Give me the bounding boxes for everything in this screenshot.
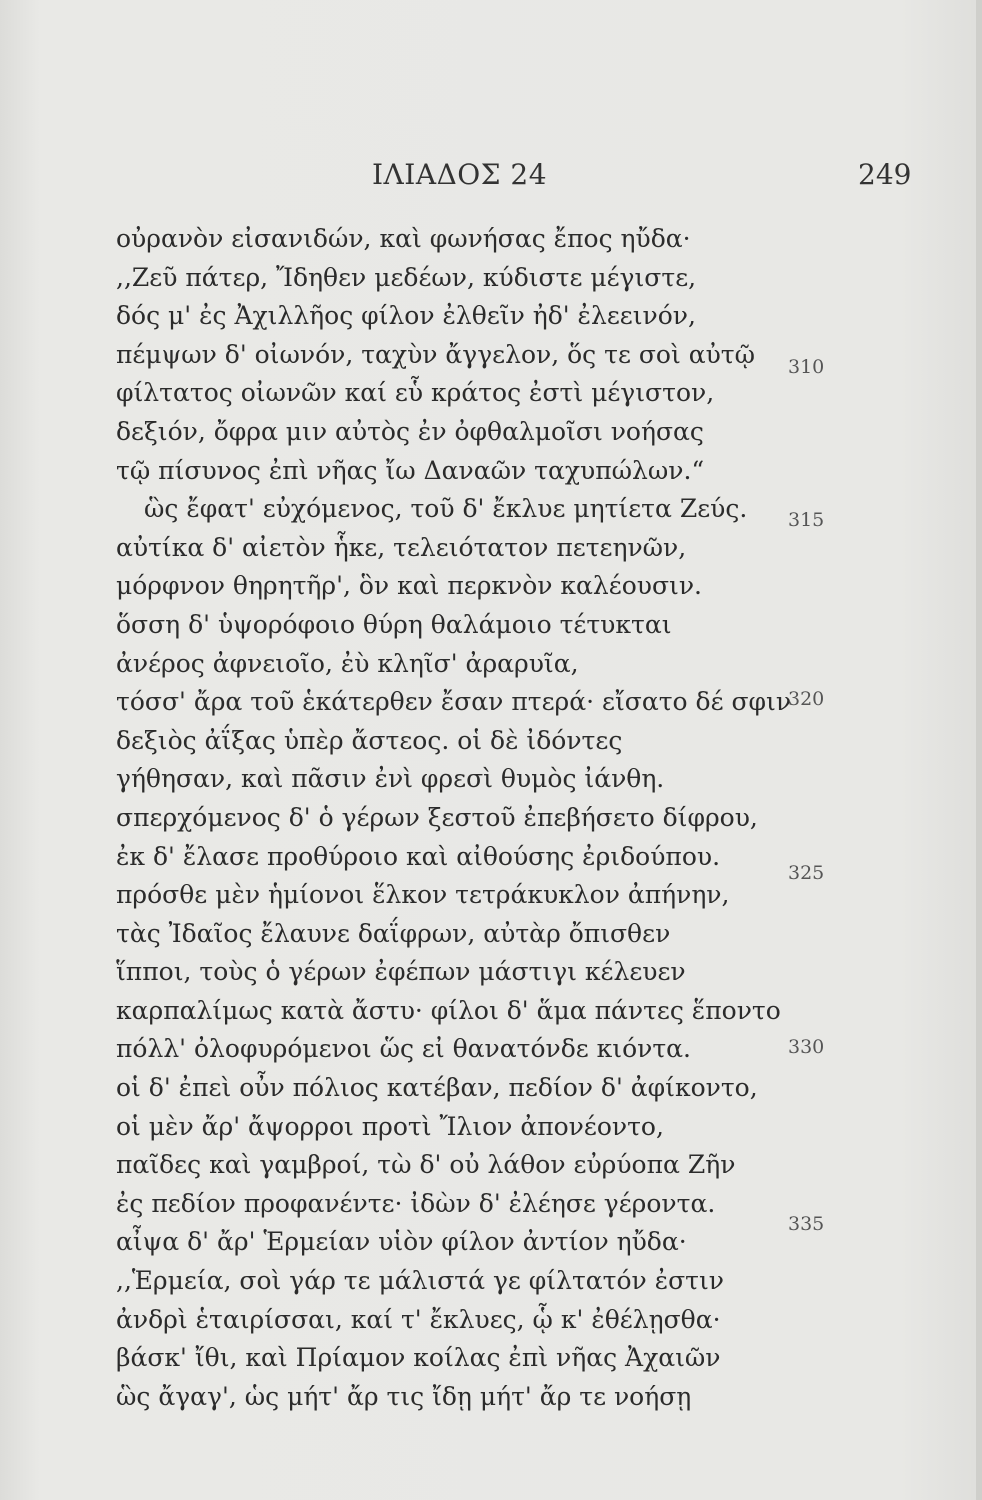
verse-line: αἶψα δ' ἄρ' Ἑρμείαν υἱὸν φίλον ἀντίον ηὔδα· — [116, 1227, 687, 1257]
line-number: 310 — [788, 356, 825, 378]
verse-line: δεξιόν, ὄφρα μιν αὐτὸς ἐν ὀφθαλμοῖσι νοήσας — [116, 416, 704, 446]
verse-line: ,,Ἑρμεία, σοὶ γάρ τε μάλιστά γε φίλτατόν ἐστιν — [116, 1266, 725, 1296]
verse-line: πόλλ' ὀλοφυρόμενοι ὥς εἰ θανατόνδε κιόντα. — [116, 1034, 691, 1064]
verse-line: δός μ' ἐς Ἀχιλλῆος φίλον ἐλθεῖν ἠδ' ἐλεεινόν, — [116, 301, 696, 331]
verse-line: τῷ πίσυνος ἐπὶ νῆας ἴω Δαναῶν ταχυπώλων.“ — [116, 455, 705, 485]
line-number: 320 — [788, 688, 825, 710]
line-number: 315 — [788, 509, 825, 531]
verse-text — [116, 220, 791, 1416]
verse-line: παῖδες καὶ γαμβροί, τὼ δ' οὐ λάθον εὐρύοπα Ζῆν — [116, 1150, 736, 1180]
verse-line: τόσσ' ἄρα τοῦ ἑκάτερθεν ἔσαν πτερά· εἴσατο δέ σφιν — [116, 687, 792, 717]
verse-line: σπερχόμενος δ' ὁ γέρων ξεστοῦ ἐπεβήσετο δίφρου, — [116, 802, 758, 832]
verse-line: ὣς ἔφατ' εὐχόμενος, τοῦ δ' ἔκλυε μητίετα Ζεύς. — [144, 494, 748, 524]
verse-line: πέμψων δ' οἰωνόν, ταχὺν ἄγγελον, ὅς τε σοὶ αὐτῷ — [116, 339, 756, 369]
page-edge — [976, 0, 982, 1500]
verse-line: πρόσθε μὲν ἡμίονοι ἕλκον τετράκυκλον ἀπήνην, — [116, 880, 730, 910]
verse-line: μόρφνον θηρητῆρ', ὃν καὶ περκνὸν καλέουσιν. — [116, 571, 702, 601]
verse-line: οἱ μὲν ἄρ' ἄψορροι προτὶ Ἴλιον ἀπονέοντο, — [116, 1111, 664, 1141]
verse-line: βάσκ' ἴθι, καὶ Πρίαμον κοίλας ἐπὶ νῆας Ἀχαιῶν — [116, 1343, 721, 1373]
verse-line: ἵπποι, τοὺς ὁ γέρων ἐφέπων μάστιγι κέλευεν — [116, 957, 686, 987]
page-number: 249 — [858, 158, 912, 191]
verse-line: καρπαλίμως κατὰ ἄστυ· φίλοι δ' ἅμα πάντες ἕποντο — [116, 995, 781, 1025]
verse-line: ἀνδρὶ ἑταιρίσσαι, καί τ' ἔκλυες, ᾧ κ' ἐθέλῃσθα· — [116, 1304, 721, 1334]
line-number: 335 — [788, 1213, 825, 1235]
line-number: 325 — [788, 862, 825, 884]
verse-line: ἐς πεδίον προφανέντε· ἰδὼν δ' ἐλέησε γέροντα. — [116, 1188, 716, 1218]
verse-line: ὅσση δ' ὑψορόφοιο θύρη θαλάμοιο τέτυκται — [116, 609, 672, 639]
verse-line: αὐτίκα δ' αἰετὸν ἧκε, τελειότατον πετεηνῶν, — [116, 532, 687, 562]
verse-line: οἱ δ' ἐπεὶ οὖν πόλιος κατέβαν, πεδίον δ' ἀφίκοντο, — [116, 1073, 758, 1103]
verse-line: φίλτατος οἰωνῶν καί εὗ κράτος ἐστὶ μέγιστον, — [116, 378, 715, 408]
running-head-title: ΙΛΙΑΔΟΣ 24 — [372, 158, 548, 191]
verse-line: ἀνέρος ἀφνειοῖο, ἐὺ κληῖσ' ἀραρυῖα, — [116, 648, 579, 678]
verse-line: οὐρανὸν εἰσανιδών, καὶ φωνήσας ἔπος ηὔδα· — [116, 224, 691, 253]
verse-line: ,,Ζεῦ πάτερ, Ἴδηθεν μεδέων, κύδιστε μέγιστε, — [116, 262, 697, 292]
verse-line: γήθησαν, καὶ πᾶσιν ἐνὶ φρεσὶ θυμὸς ἰάνθη. — [116, 764, 665, 794]
verse-line: ἐκ δ' ἔλασε προθύροιο καὶ αἰθούσης ἐριδούπου. — [116, 841, 721, 871]
verse-line: τὰς Ἰδαῖος ἔλαυνε δαΐφρων, αὐτὰρ ὄπισθεν — [116, 918, 671, 948]
verse-line: ὣς ἄγαγ', ὡς μήτ' ἄρ τις ἴδῃ μήτ' ἄρ τε νοήσῃ — [116, 1381, 692, 1411]
verse-line: δεξιὸς ἀΐξας ὑπὲρ ἄστεος. οἱ δὲ ἰδόντες — [116, 725, 623, 755]
line-number: 330 — [788, 1036, 825, 1058]
